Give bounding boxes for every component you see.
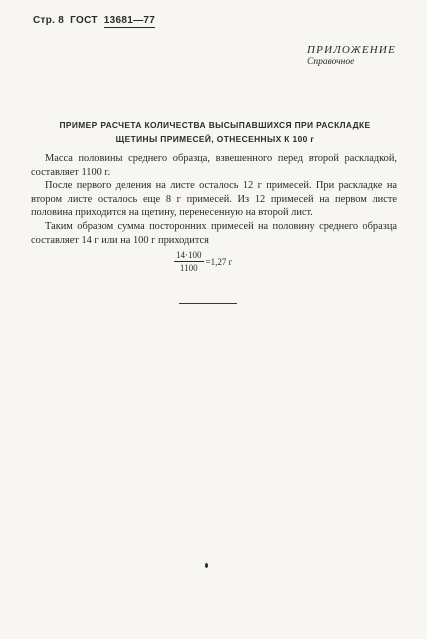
paragraph: После первого деления на листе осталось 12 г примесей. При раскладке на втором листе осталось еще 8 г примесей. Из 12 примесей на первом листе половина приходится на щетину, перенесенную на второй лист.: [31, 180, 397, 219]
fraction: [174, 250, 204, 273]
fraction-numerator: 14·100: [176, 250, 202, 260]
fraction-denominator: 1100: [179, 263, 198, 273]
appendix-block: [307, 44, 396, 67]
standard-label: ГОСТ: [70, 15, 98, 26]
paragraph: Таким образом сумма посторонних примесей на половину среднего образца составляет 14 г или на 100 г приходится: [31, 220, 397, 246]
section-heading: [40, 118, 390, 146]
ink-mark: [205, 563, 208, 568]
page-label: Стр. 8: [33, 15, 65, 26]
calculation-formula: [174, 250, 232, 273]
heading-line-1: ПРИМЕР РАСЧЕТА КОЛИЧЕСТВА ВЫСЫПАВШИХСЯ ПРИ РАСКЛАДКЕ: [59, 120, 371, 130]
body-text: [31, 152, 397, 247]
page-header: [33, 15, 155, 28]
formula-result: =1,27 г: [205, 256, 233, 267]
paragraph: Масса половины среднего образца, взвешенного перед второй раскладкой, составляет 1100 г.: [31, 153, 397, 178]
standard-number: 13681—77: [103, 15, 156, 26]
section-divider: [179, 303, 237, 304]
appendix-subtitle: Справочное: [307, 57, 355, 67]
appendix-title: ПРИЛОЖЕНИЕ: [307, 44, 396, 56]
heading-line-2: ЩЕТИНЫ ПРИМЕСЕЙ, ОТНЕСЕННЫХ К 100 г: [115, 134, 315, 144]
